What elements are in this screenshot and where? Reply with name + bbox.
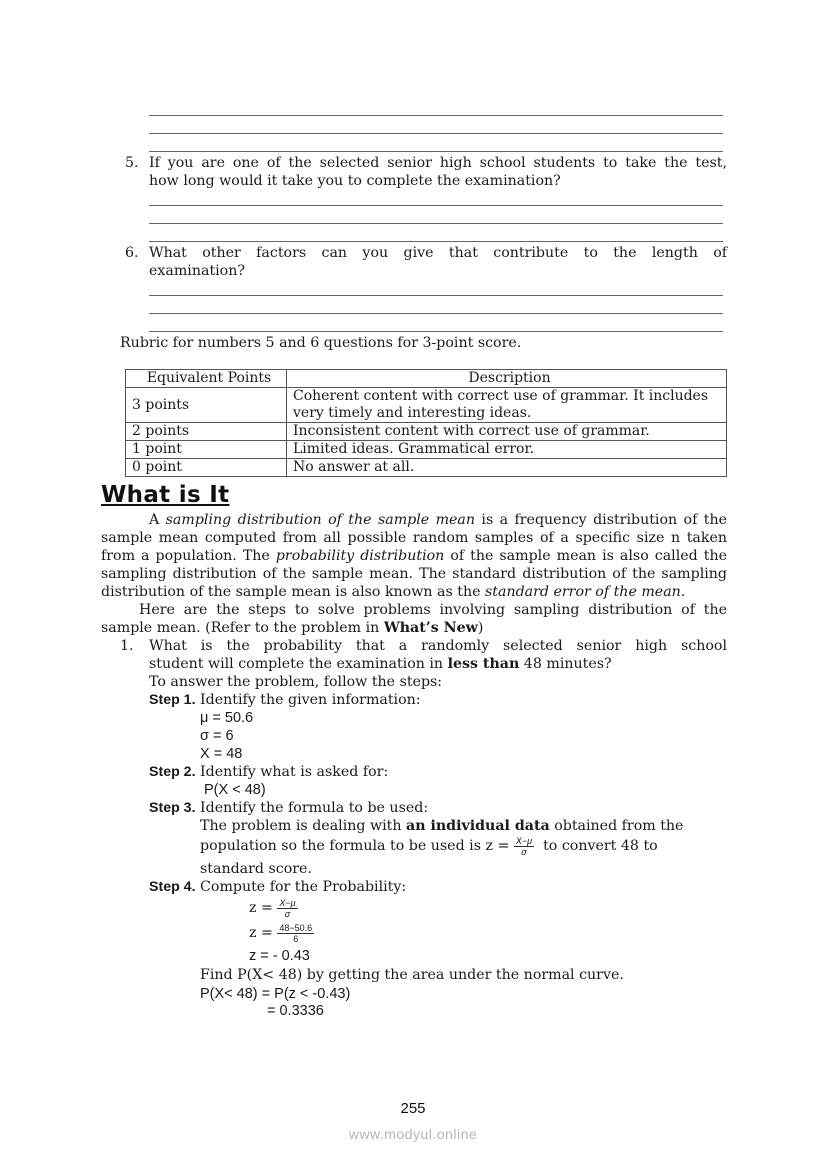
answer-line xyxy=(149,241,723,242)
points-cell: 1 point xyxy=(126,441,287,459)
denominator: σ xyxy=(521,846,527,857)
z-substitution xyxy=(249,922,314,944)
question-text: What other factors can you give that contribute to the length of xyxy=(149,245,727,261)
term: sampling distribution of the sample mean xyxy=(165,512,476,528)
text: to convert 48 to xyxy=(538,838,658,854)
step-label: Step 1. xyxy=(149,692,196,708)
points-cell: 3 points xyxy=(126,388,287,423)
question-text: If you are one of the selected senior high school students to take the test, xyxy=(149,155,727,171)
answer-line xyxy=(149,223,723,224)
formula-explanation-line-1 xyxy=(200,817,683,835)
denominator: σ xyxy=(284,908,291,919)
table-row xyxy=(126,459,727,477)
answer-line xyxy=(149,295,723,296)
description-cell: Inconsistent content with correct use of grammar. xyxy=(287,423,727,441)
text: of the sample mean is also called the sampling distribution of the sample mean. The standard distribution of the sampling distribution of the sample mean is also known as the xyxy=(101,548,727,600)
table-row xyxy=(126,423,727,441)
given-sigma: σ = 6 xyxy=(200,728,234,744)
description-cell: No answer at all. xyxy=(287,459,727,477)
question-text: examination? xyxy=(149,263,245,279)
section-title: What is It xyxy=(101,482,230,508)
reference-link-text: What’s New xyxy=(383,620,478,636)
page-number: 255 xyxy=(400,1100,426,1117)
problem-text: What is the probability that a randomly selected senior high school xyxy=(149,638,727,654)
problem-text: To answer the problem, follow the steps: xyxy=(149,674,443,690)
numerator: X−μ xyxy=(279,897,296,908)
rubric-table xyxy=(125,369,727,477)
answer-line xyxy=(149,133,723,134)
description-cell: Coherent content with correct use of grammar. It includes very timely and interesting ideas. xyxy=(287,388,727,423)
step-text: Identify what is asked for: xyxy=(195,764,389,780)
text: ) xyxy=(477,620,484,636)
problem-text: 48 minutes? xyxy=(519,656,612,672)
problem-text: student will complete the examination in xyxy=(149,656,448,672)
z-fraction xyxy=(277,898,297,919)
table-row xyxy=(126,388,727,423)
steps-intro-paragraph xyxy=(101,601,727,637)
question-5 xyxy=(125,154,727,190)
step-label: Step 2. xyxy=(149,764,196,780)
probability-result: = 0.3336 xyxy=(267,1003,324,1019)
table-row xyxy=(126,441,727,459)
numerator: X−μ xyxy=(515,835,533,846)
denominator: 6 xyxy=(293,933,299,944)
emphasis: an individual data xyxy=(406,818,550,834)
points-cell: 0 point xyxy=(126,459,287,477)
given-mu: μ = 50.6 xyxy=(200,710,254,726)
text: A xyxy=(149,512,166,528)
step-1 xyxy=(149,691,421,709)
answer-line xyxy=(149,313,723,314)
problem-number: 1. xyxy=(120,638,134,654)
answer-line xyxy=(149,115,723,116)
text: z = xyxy=(249,900,278,916)
text: obtained from the xyxy=(549,818,684,834)
step-3 xyxy=(149,799,428,817)
table-header-row xyxy=(126,370,727,388)
formula-explanation-line-3: standard score. xyxy=(200,861,312,877)
column-header: Description xyxy=(287,370,727,388)
problem-1 xyxy=(120,637,727,691)
emphasis: less than xyxy=(447,656,520,672)
step-text: Compute for the Probability: xyxy=(195,879,407,895)
text: The problem is dealing with xyxy=(200,818,406,834)
step-label: Step 4. xyxy=(149,879,196,895)
step-text: Identify the formula to be used: xyxy=(195,800,429,816)
text: Here are the steps to solve problems involving sampling distribution of the sample mean. (Refer to the problem in xyxy=(101,602,727,636)
z-result: z = - 0.43 xyxy=(249,948,310,964)
step-text: Identify the given information: xyxy=(195,692,421,708)
given-x: X = 48 xyxy=(200,746,243,762)
step-2 xyxy=(149,763,388,781)
column-header: Equivalent Points xyxy=(126,370,287,388)
website-watermark: www.modyul.online xyxy=(348,1126,478,1142)
asked-probability: P(X < 48) xyxy=(204,782,266,798)
question-text: how long would it take you to complete the examination? xyxy=(149,173,561,189)
numerator: 48−50.6 xyxy=(279,922,313,933)
question-number: 5. xyxy=(125,155,139,171)
z-fraction-values xyxy=(277,923,314,944)
question-number: 6. xyxy=(125,245,139,261)
term: standard error of the mean. xyxy=(485,584,686,600)
rubric-caption: Rubric for numbers 5 and 6 questions for 3-point score. xyxy=(120,335,522,351)
answer-line xyxy=(149,331,723,332)
find-probability-text: Find P(X< 48) by getting the area under the normal curve. xyxy=(200,967,624,983)
answer-line xyxy=(149,151,723,152)
text: z = xyxy=(249,925,278,941)
text: population so the formula to be used is z = xyxy=(200,838,514,854)
intro-paragraph xyxy=(101,511,727,601)
text: is a frequency distribution of the sample mean computed from all possible random samples of a specific size n taken from a population. The xyxy=(101,512,727,564)
probability-equation: P(X< 48) = P(z < -0.43) xyxy=(200,986,351,1002)
step-4 xyxy=(149,878,406,896)
term: probability distribution xyxy=(275,548,445,564)
description-cell: Limited ideas. Grammatical error. xyxy=(287,441,727,459)
z-score-formula xyxy=(514,836,534,857)
answer-line xyxy=(149,205,723,206)
step-label: Step 3. xyxy=(149,800,196,816)
points-cell: 2 points xyxy=(126,423,287,441)
formula-explanation-line-2 xyxy=(200,835,658,857)
question-6 xyxy=(125,244,727,280)
z-formula xyxy=(249,897,298,919)
